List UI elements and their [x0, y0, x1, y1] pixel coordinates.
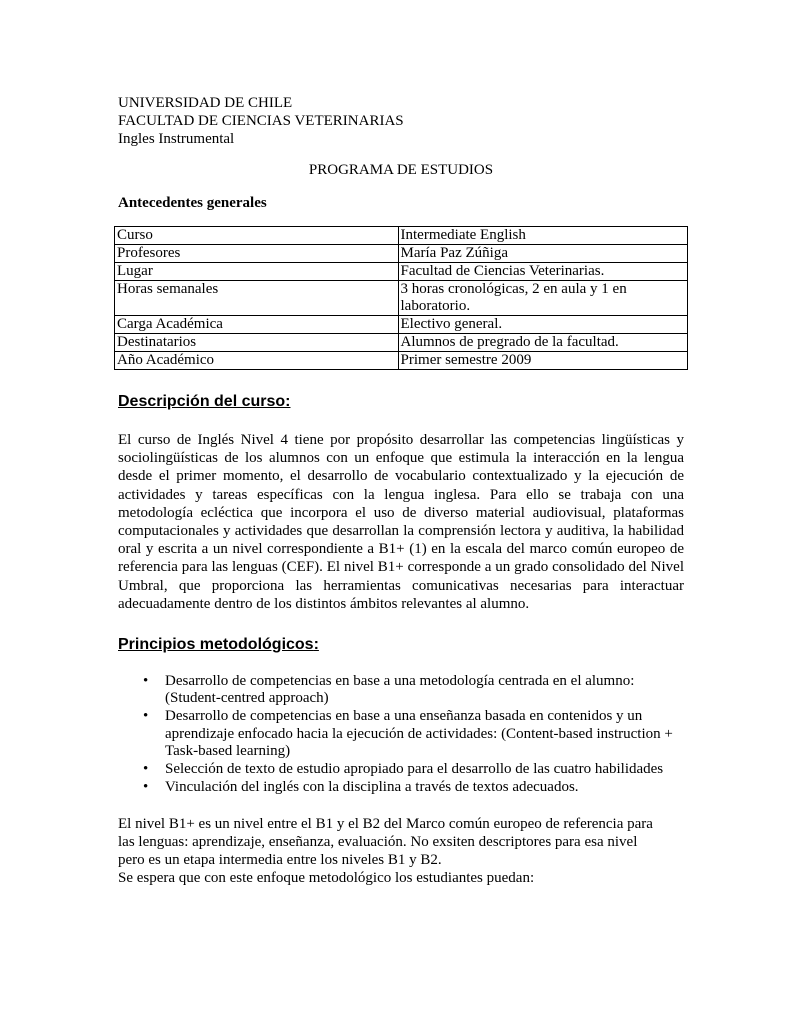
principios-heading-text: Principios metodológicos [118, 636, 314, 654]
closing-line: pero es un etapa intermedia entre los niveles B1 y B2. [118, 852, 442, 869]
closing-paragraph [118, 815, 684, 887]
row-value: 3 horas cronológicas, 2 en aula y 1 en laboratorio. [398, 281, 687, 316]
table-row [115, 263, 688, 281]
descripcion-heading: Descripción del curso: [118, 393, 291, 410]
university-name: UNIVERSIDAD DE CHILE [118, 95, 293, 111]
list-item-text: Desarrollo de competencias en base a una metodología centrada en el alumno: (Student-centred approach) [165, 673, 635, 707]
principios-list [118, 673, 684, 796]
row-label: Profesores [115, 245, 399, 263]
row-value: Alumnos de pregrado de la facultad. [398, 334, 687, 352]
row-label: Curso [115, 227, 399, 245]
list-item [118, 779, 684, 796]
list-item [118, 761, 684, 778]
list-item-text: Vinculación del inglés con la disciplina a través de textos adecuados. [165, 779, 579, 796]
row-value: Intermediate English [398, 227, 687, 245]
closing-line: Se espera que con este enfoque metodológico los estudiantes puedan: [118, 870, 535, 887]
bullet-icon: • [143, 708, 149, 725]
table-row [115, 245, 688, 263]
row-label: Lugar [115, 263, 399, 281]
bullet-icon: • [143, 779, 149, 796]
row-value: Electivo general. [398, 316, 687, 334]
table-row [115, 334, 688, 352]
row-value: Primer semestre 2009 [398, 352, 687, 370]
document-title: PROGRAMA DE ESTUDIOS [308, 162, 494, 178]
bullet-icon: • [143, 761, 149, 778]
table-row [115, 352, 688, 370]
list-item-text: Desarrollo de competencias en base a una enseñanza basada en contenidos y un aprendizaje enfocado hacia la ejecución de actividades: (Content-based instruction + Task-based learning) [165, 708, 673, 759]
row-label: Destinatarios [115, 334, 399, 352]
list-item [118, 708, 684, 760]
row-label: Año Académico [115, 352, 399, 370]
row-value: Facultad de Ciencias Veterinarias. [398, 263, 687, 281]
institution-header [118, 94, 684, 148]
principios-heading [118, 635, 684, 654]
row-value: María Paz Zúñiga [398, 245, 687, 263]
closing-line: El nivel B1+ es un nivel entre el B1 y el B2 del Marco común europeo de referencia para [118, 816, 653, 833]
row-label: Horas semanales [115, 281, 399, 316]
antecedentes-heading: Antecedentes generales [118, 195, 267, 211]
general-info-table [114, 226, 688, 370]
table-row [115, 316, 688, 334]
table-row [115, 227, 688, 245]
bullet-icon: • [143, 673, 149, 690]
table-row [115, 281, 688, 316]
principios-heading-colon: : [313, 636, 319, 654]
list-item-text: Selección de texto de estudio apropiado para el desarrollo de las cuatro habilidades [165, 761, 664, 778]
row-label: Carga Académica [115, 316, 399, 334]
faculty-name: FACULTAD DE CIENCIAS VETERINARIAS [118, 113, 404, 129]
document-page [118, 94, 684, 887]
descripcion-paragraph: El curso de Inglés Nivel 4 tiene por propósito desarrollar las competencias lingüísticas y sociolingüísticas de los alumnos con un enfoque que estimula la interacción en la lengua desde el primer momento, el desarrollo de vocabulario contextualizado y la ejecución de actividades y tareas específicas con la lengua inglesa. Para ello se trabaja con una metodología ecléctica que incorpora el uso de diverso material audiovisual, plataformas computacionales y actividades que desarrollan la comprensión lectora y auditiva, la habilidad oral y escrita a un nivel correspondiente a B1+ (1) en la escala del marco común europeo de referencia para las lenguas (CEF). El nivel B1+ corresponde a un grado consolidado del Nivel Umbral, que proporciona las herramientas comunicativas necesarias para interactuar adecuadamente dentro de los distintos ámbitos relevantes al alumno. [118, 432, 684, 612]
list-item [118, 673, 684, 707]
course-subject: Ingles Instrumental [118, 131, 235, 147]
closing-line: las lenguas: aprendizaje, enseñanza, evaluación. No exsiten descriptores para esa nivel [118, 834, 638, 851]
